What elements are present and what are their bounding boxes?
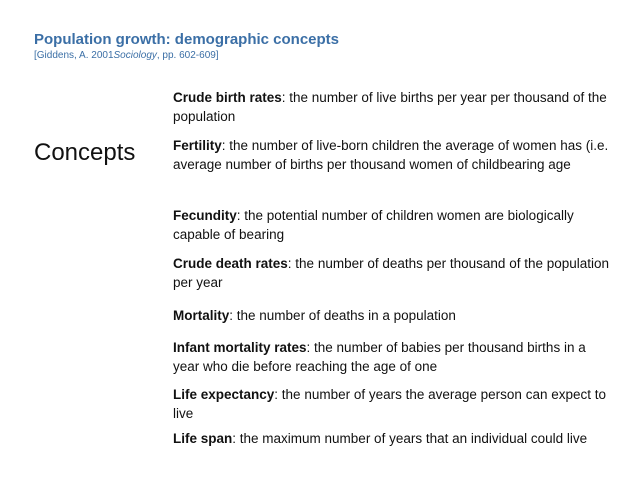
definition-life-span bbox=[173, 429, 613, 448]
definition-life-expectancy bbox=[173, 385, 613, 423]
concepts-label: Concepts bbox=[34, 139, 136, 166]
definition-text: : the number of deaths per thousand of the population per year bbox=[173, 256, 610, 290]
definition-text: : the number of live births per year per thousand of the population bbox=[173, 90, 607, 124]
definition-crude-death-rates bbox=[173, 254, 613, 292]
definition-term: Fertility bbox=[173, 138, 222, 153]
definition-text: : the number of babies per thousand births in a year who die before reaching the age of one bbox=[173, 340, 586, 374]
definition-mortality bbox=[173, 306, 613, 325]
definition-text: : the number of live-born children the average of women has (i.e. average number of births per thousand women of childbearing age bbox=[173, 138, 609, 172]
definition-term: Crude death rates bbox=[173, 256, 288, 271]
definition-infant-mortality-rates bbox=[173, 338, 613, 376]
definition-text: : the number of years the average person can expect to live bbox=[173, 387, 606, 421]
definition-term: Crude birth rates bbox=[173, 90, 282, 105]
definition-term: Mortality bbox=[173, 308, 230, 323]
definition-text: : the potential number of children women are biologically capable of bearing bbox=[173, 208, 574, 242]
definition-text: : the number of deaths in a population bbox=[229, 308, 456, 323]
citation-suffix: , pp. 602-609] bbox=[156, 50, 219, 61]
definition-term: Life span bbox=[173, 431, 233, 446]
definition-term: Fecundity bbox=[173, 208, 237, 223]
definition-term: Infant mortality rates bbox=[173, 340, 307, 355]
slide-title: Population growth: demographic concepts bbox=[34, 31, 340, 48]
definition-fertility bbox=[173, 136, 613, 174]
definition-crude-birth-rates bbox=[173, 88, 613, 126]
definition-term: Life expectancy bbox=[173, 387, 275, 402]
definition-text: : the maximum number of years that an individual could live bbox=[232, 431, 588, 446]
citation bbox=[34, 50, 219, 61]
citation-book: Sociology bbox=[113, 50, 157, 61]
definition-fecundity bbox=[173, 206, 613, 244]
citation-prefix: [Giddens, A. 2001 bbox=[34, 50, 114, 61]
